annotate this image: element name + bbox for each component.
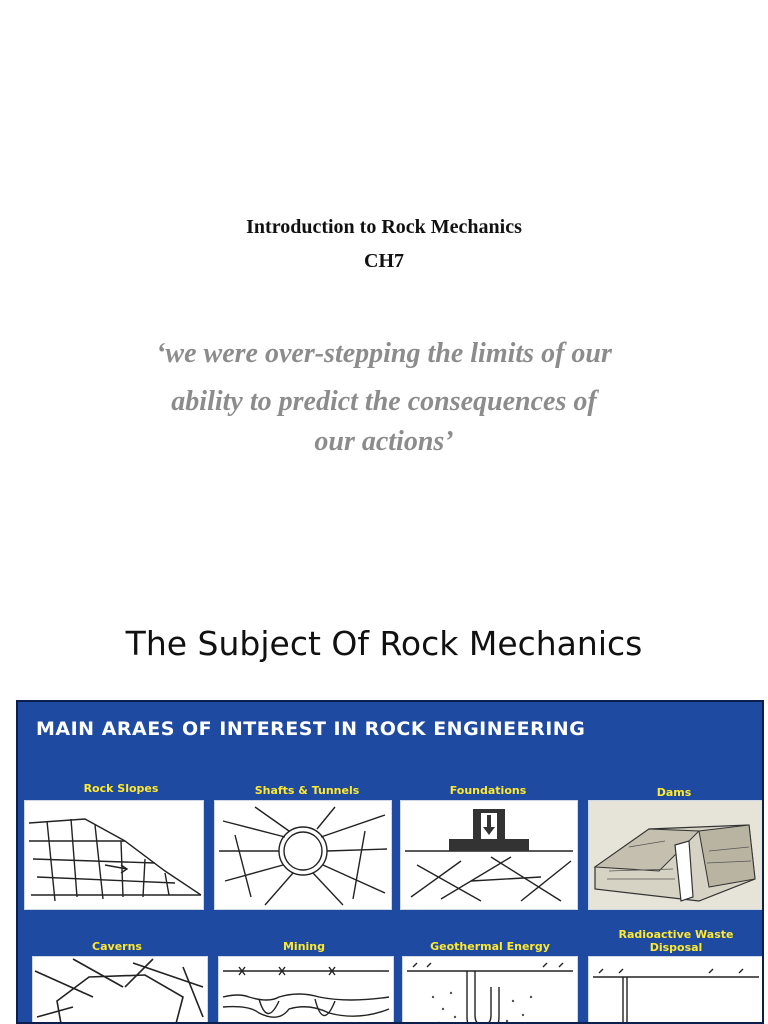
rock-engineering-panel [16,700,764,1024]
slide-title: Introduction to Rock Mechanics [246,216,522,238]
geothermal-icon [402,956,578,1024]
cavern-icon [32,956,208,1024]
rock-slope-icon [24,800,204,910]
quote-line-1: ‘we were over-stepping the limits of our [156,338,612,369]
tunnel-icon [214,800,392,910]
caption-caverns: Caverns [92,940,142,953]
mining-icon [218,956,394,1024]
caption-radioactive-waste-line2: Disposal [649,941,703,954]
dam-icon [588,800,764,910]
foundation-icon [400,800,578,910]
caption-foundations: Foundations [449,784,527,797]
panel-header: MAIN ARAES OF INTEREST IN ROCK ENGINEERING [36,718,586,740]
quote-line-2: ability to predict the consequences of [171,386,597,417]
slide-2-title: The Subject Of Rock Mechanics [125,624,643,663]
caption-dams: Dams [656,786,692,799]
caption-geothermal: Geothermal Energy [430,940,550,953]
caption-radioactive-waste [586,928,764,954]
caption-mining: Mining [282,940,326,953]
caption-rock-slopes: Rock Slopes [83,782,159,795]
waste-disposal-icon [588,956,764,1024]
quote-line-3: our actions’ [314,426,454,457]
caption-radioactive-waste-line1: Radioactive Waste [618,928,734,941]
caption-shafts-tunnels: Shafts & Tunnels [254,784,360,797]
chapter-label: CH7 [364,250,404,272]
